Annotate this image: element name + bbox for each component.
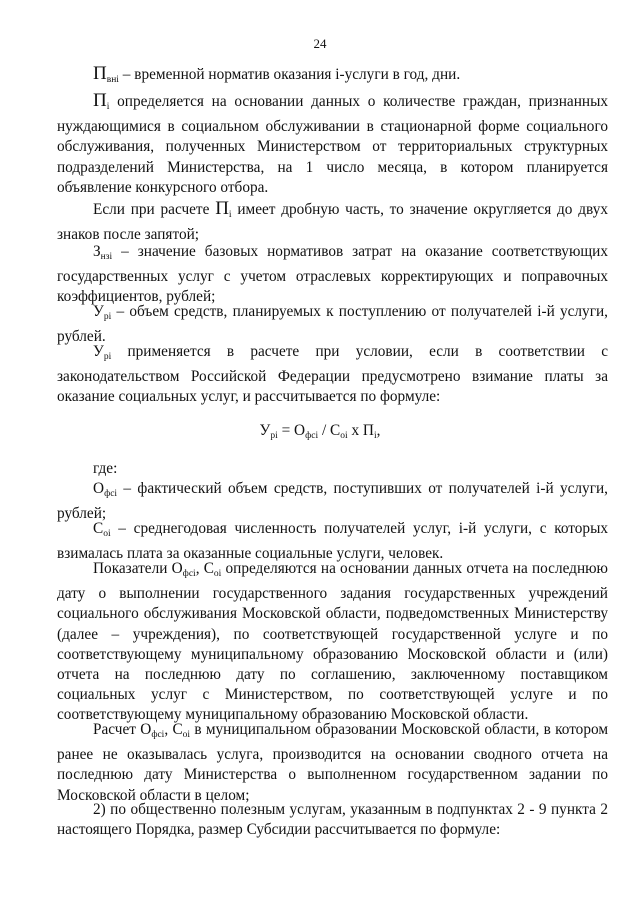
subscript-fsi: фсі [104, 489, 118, 499]
symbol-o: О [294, 422, 306, 439]
symbol-u: У [93, 343, 104, 360]
symbol-c: С [172, 721, 183, 738]
paragraph-text: – объем средств, планируемых к поступлению от получателей i-й услуги, рублей. [57, 303, 608, 346]
paragraph-p-vni [57, 64, 608, 90]
paragraph-text: , [195, 560, 204, 577]
subscript-i: i [373, 431, 377, 441]
formula-multiply: х [347, 422, 363, 439]
paragraph-calculation [57, 720, 608, 806]
symbol-p: П [215, 198, 229, 219]
paragraph-text: – значение базовых нормативов затрат на оказание соответствующих государственных услуг с учетом отраслевых корректирующих и поправочных коэффициентов, рублей; [57, 243, 608, 306]
subscript-i: i [228, 210, 232, 220]
symbol-z: З [93, 243, 101, 260]
symbol-u: У [259, 422, 271, 439]
paragraph-text: – среднегодовая численность получателей услуг, i-й услуги, с которых взималась плата за оказанные социальные услуги, человек. [57, 520, 608, 563]
formula-divide: / [318, 422, 331, 439]
symbol-c: С [203, 560, 214, 577]
subscript-oi: оі [182, 730, 191, 740]
paragraph-p-i-definition [57, 91, 608, 198]
symbol-o: О [93, 480, 105, 497]
paragraph-text: – фактический объем средств, поступивших от получателей i-й услуги, рублей; [57, 480, 608, 523]
formula-equals: = [277, 422, 295, 439]
symbol-c: С [330, 422, 341, 439]
paragraph-u-pi-condition [57, 342, 608, 408]
symbol-c: С [93, 520, 104, 537]
paragraph-text: в муниципальном образовании Московской области, в котором ранее не оказывалась услуга, производится на основании сводного отчета на последнюю дату Министерства о выполненном государственном задании по Московской области в целом; [57, 721, 609, 804]
subscript-pi: pi [270, 431, 278, 441]
symbol-p: П [362, 422, 374, 439]
paragraph-text: Показатели [93, 560, 172, 577]
subscript-i: i [106, 102, 110, 112]
subscript-vni: вні [106, 75, 119, 85]
paragraph-text: определяется на основании данных о количестве граждан, признанных нуждающимися в социальном обслуживании в стационарной форме социального обслуживания, полученных Министерством от территориальных структурных подразделений Министерства, на 1 число месяца, в котором планируется объявление конкурсного отбора. [57, 93, 608, 196]
paragraph-text: имеет дробную часть, то значение округляется до двух знаков после запятой; [57, 201, 608, 244]
symbol-u: У [93, 303, 104, 320]
paragraph-u-pi [57, 302, 608, 347]
symbol-p: П [93, 63, 107, 84]
paragraph-indicators [57, 559, 608, 726]
paragraph-rounding [57, 199, 608, 245]
paragraph-z-nzi [57, 242, 608, 308]
paragraph-text: определяются на основании данных отчета на последнюю дату о выполнении государственного задания государственных учреждений социального обслуживания Московской области, подведомственных Министерству (далее – учреждения), по соответствующей государственной услуге и по соответствующему муниципальному образованию Московской области и (или) отчета на последнюю дату по соглашению, заключенному поставщиком социальных услуг с Министерством, по соответствующей услуге и по соответствующему муниципальному образованию Московской области. [57, 560, 608, 724]
subscript-nzi: нзі [100, 252, 113, 262]
symbol-o: О [171, 560, 183, 577]
paragraph-text: применяется в расчете при условии, если в соответствии с законодательством Российской Федерации предусмотрено взимание платы за оказание социальных услуг, и рассчитывается по формуле: [57, 343, 608, 406]
subscript-fsi: фсі [305, 431, 319, 441]
where-label: где: [93, 460, 118, 477]
paragraph-c-oi [57, 519, 608, 564]
symbol-p: П [93, 90, 107, 111]
paragraph-text: Если при расчете [93, 201, 216, 218]
subscript-oi: оі [213, 569, 222, 579]
subscript-oi: оі [103, 529, 111, 539]
subscript-fsi: фсі [182, 569, 196, 579]
paragraph-text: – временной норматив оказания i-услуги в год, дни. [118, 66, 461, 83]
subscript-pi: pi [103, 312, 112, 322]
page-number: 24 [313, 36, 327, 51]
subscript-fsi: фсі [151, 730, 165, 740]
formula-end: , [376, 422, 381, 439]
formula-u-pi [0, 421, 640, 446]
subscript-pi: pi [103, 352, 112, 362]
subscript-oi: оі [340, 431, 348, 441]
paragraph-o-fsi [57, 479, 608, 524]
symbol-o: О [140, 721, 152, 738]
paragraph-text: Расчет [93, 721, 141, 738]
paragraph-text: , [164, 721, 173, 738]
paragraph-public-services: 2) по общественно полезным услугам, указанным в подпунктах 2 - 9 пункта 2 настоящего Порядка, размер Субсидии рассчитывается по формуле: [57, 801, 608, 839]
